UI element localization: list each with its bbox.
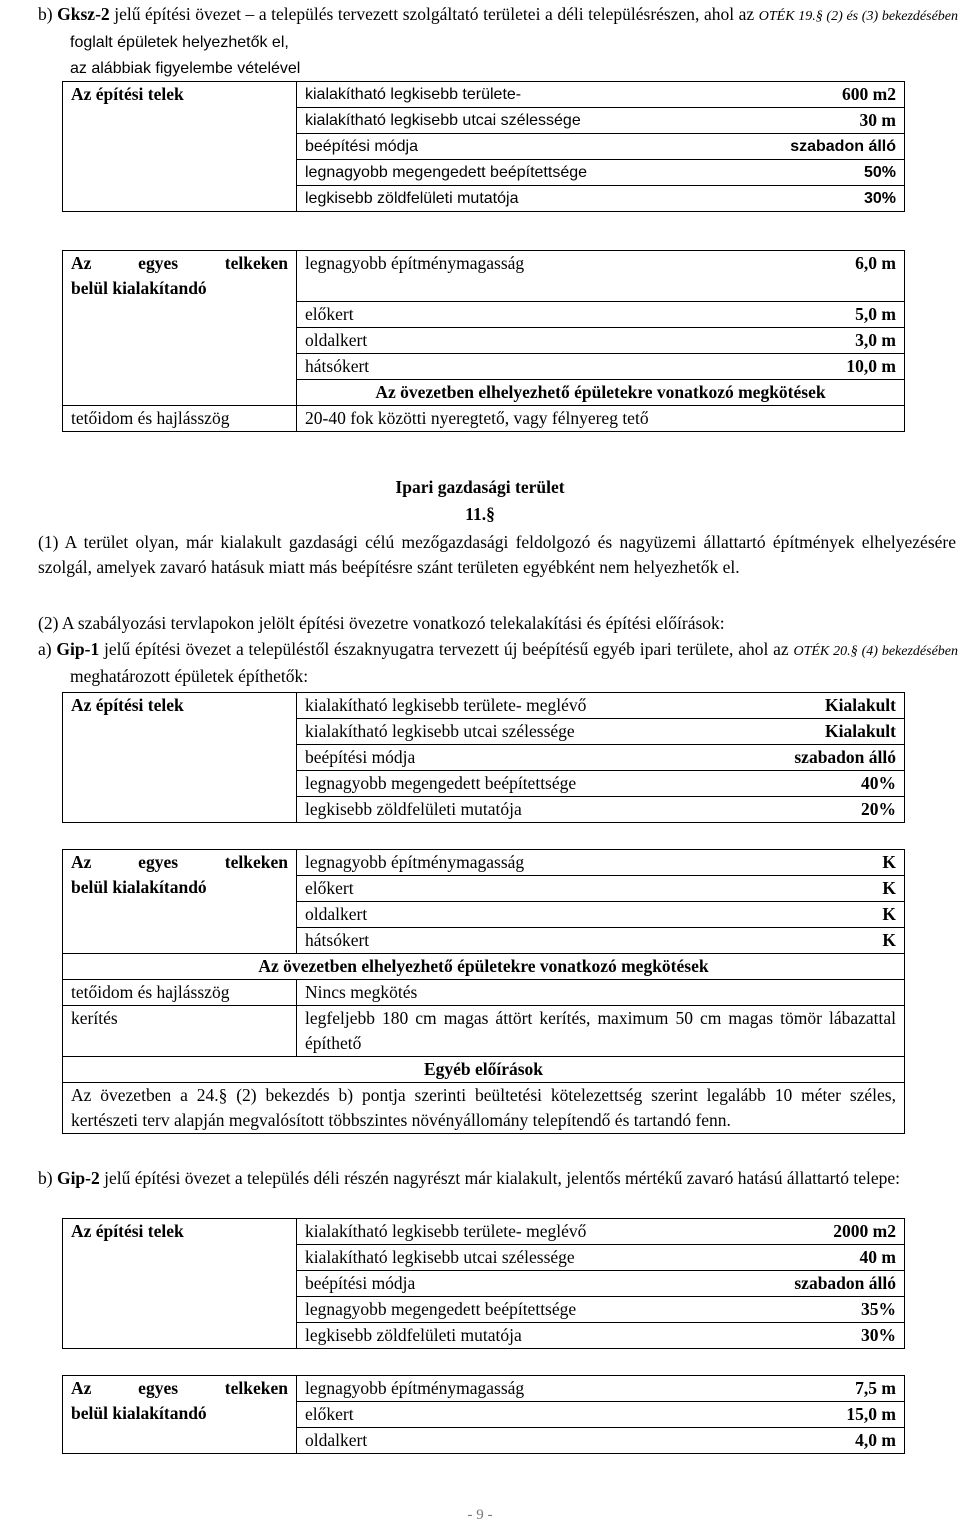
- table-row: [63, 1006, 905, 1057]
- intro-text3: az alábbiak figyelembe vételével: [70, 60, 301, 77]
- item-a-text1: jelű építési övezet a településtől északnyugatra tervezett új beépítésű egyéb ipari területe, ahol az: [99, 639, 794, 659]
- table2-row0-value: 6,0 m: [733, 251, 905, 302]
- table2-label: [63, 251, 297, 406]
- table4-label: [63, 850, 297, 954]
- table4-roof-label: tetőidom és hajlásszög: [63, 980, 297, 1006]
- table4-fence-label: kerítés: [63, 1006, 297, 1057]
- intro-text2: foglalt épületek helyezhetők el,: [70, 34, 289, 51]
- table5-row0-label: kialakítható legkisebb területe- meglévő: [297, 1219, 734, 1245]
- table6-row0-value: 7,5 m: [733, 1376, 905, 1402]
- table2-row0-label: legnagyobb építménymagasság: [297, 251, 734, 302]
- table3-label: Az építési telek: [63, 693, 297, 823]
- table1-row1-label: kialakítható legkisebb utcai szélessége: [297, 108, 734, 134]
- table4-row1-label: előkert: [297, 876, 734, 902]
- table1-row0-value: 600 m2: [733, 82, 905, 108]
- table1-row2-label: beépítési módja: [297, 134, 734, 160]
- table4-other-title: Egyéb előírások: [63, 1057, 905, 1083]
- table3: [62, 692, 905, 823]
- table5-row3-value: 35%: [733, 1297, 905, 1323]
- table5-row1-value: 40 m: [733, 1245, 905, 1271]
- table4-row2-label: oldalkert: [297, 902, 734, 928]
- section-number: 11.§: [465, 504, 495, 524]
- table4-row0-value: K: [733, 850, 905, 876]
- table4-other-text: Az övezetben a 24.§ (2) bekezdés b) pontja szerinti beültetési kötelezettség szerint legalább 10 méter széles, kertészeti terv alapján megvalósított többszintes növényállomány telepítendő és tartandó fenn.: [63, 1083, 905, 1134]
- table-row: [63, 850, 905, 876]
- table1-row3-value: 50%: [733, 160, 905, 186]
- table2-row1-value: 5,0 m: [733, 302, 905, 328]
- item-a-text2: meghatározott épületek építhetők:: [70, 666, 309, 686]
- table6-label1: Az egyes telkeken: [71, 1378, 288, 1398]
- table-row: [63, 980, 905, 1006]
- item-a: [38, 637, 958, 689]
- table-row: [63, 251, 905, 302]
- table5-row0-value: 2000 m2: [733, 1219, 905, 1245]
- table6-row0-label: legnagyobb építménymagasság: [297, 1376, 734, 1402]
- table4-row3-value: K: [733, 928, 905, 954]
- item-b-text: jelű építési övezet a település déli részén nagyrészt már kialakult, jelentős mértékű zavaró hatású állattartó telepe:: [99, 1168, 901, 1188]
- table6-row1-label: előkert: [297, 1402, 734, 1428]
- table4-label2: belül kialakítandó: [71, 877, 207, 897]
- section-title: Ipari gazdasági terület: [395, 477, 565, 497]
- table-row: [63, 954, 905, 980]
- table5-row1-label: kialakítható legkisebb utcai szélessége: [297, 1245, 734, 1271]
- table2-row3-value: 10,0 m: [733, 354, 905, 380]
- table1-row4-value: 30%: [733, 186, 905, 212]
- table2-row2-value: 3,0 m: [733, 328, 905, 354]
- table3-row0-value: Kialakult: [733, 693, 905, 719]
- item-b: [38, 1166, 958, 1191]
- intro-marker: b): [38, 4, 53, 24]
- item-b-marker: b): [38, 1168, 53, 1188]
- section-p2: (2) A szabályozási tervlapokon jelölt építési övezetre vonatkozó telekalakítási és építési előírások:: [38, 613, 725, 633]
- table5: [62, 1218, 905, 1349]
- table3-row2-value: szabadon álló: [733, 745, 905, 771]
- table-row: [63, 1376, 905, 1402]
- table6-label2: belül kialakítandó: [71, 1403, 207, 1423]
- table4-label1: Az egyes telkeken: [71, 852, 288, 872]
- table3-row0-label: kialakítható legkisebb területe- meglévő: [297, 693, 734, 719]
- table-row: [63, 406, 905, 432]
- item-b-zone: Gip-2: [56, 1168, 100, 1188]
- table4-row2-value: K: [733, 902, 905, 928]
- table1: [62, 81, 905, 212]
- table-row: [63, 1219, 905, 1245]
- table4-fence-value: legfeljebb 180 cm magas áttört kerítés, maximum 50 cm magas tömör lábazattal építhető: [297, 1006, 905, 1057]
- table1-row2-value: szabadon álló: [733, 134, 905, 160]
- table6-row2-label: oldalkert: [297, 1428, 734, 1454]
- table5-row2-value: szabadon álló: [733, 1271, 905, 1297]
- table6-row2-value: 4,0 m: [733, 1428, 905, 1454]
- item-a-ref: OTÉK 20.§ (4) bekezdésében: [793, 644, 959, 659]
- intro-zone: Gksz-2: [57, 4, 110, 24]
- table3-row1-value: Kialakult: [733, 719, 905, 745]
- table5-row2-label: beépítési módja: [297, 1271, 734, 1297]
- item-a-zone: Gip-1: [56, 639, 100, 659]
- section-p1: (1) A terület olyan, már kialakult gazdasági célú mezőgazdasági feldolgozó és nagyüzemi állattartó építmények elhelyezésére szolgál, amelyek zavaró hatásuk miatt más beépítésre szánt területen egyébként nem helyezhetők el.: [38, 532, 956, 577]
- table3-row3-label: legnagyobb megengedett beépítettsége: [297, 771, 734, 797]
- table4-row3-label: hátsókert: [297, 928, 734, 954]
- table2-roof-label: tetőidom és hajlásszög: [63, 406, 297, 432]
- table1-label: Az építési telek: [63, 82, 297, 212]
- table2-label2: belül kialakítandó: [71, 278, 207, 298]
- page-number: - 9 -: [467, 1507, 493, 1523]
- table6: [62, 1375, 905, 1454]
- table1-row1-value: 30 m: [733, 108, 905, 134]
- table4-row1-value: K: [733, 876, 905, 902]
- table2-constraints-title: Az övezetben elhelyezhető épületekre vonatkozó megkötések: [297, 380, 905, 406]
- table5-row3-label: legnagyobb megengedett beépítettsége: [297, 1297, 734, 1323]
- table6-label: [63, 1376, 297, 1454]
- table-row: [63, 82, 905, 108]
- table4: [62, 849, 905, 1134]
- table4-row0-label: legnagyobb építménymagasság: [297, 850, 734, 876]
- table2: [62, 250, 905, 432]
- table5-row4-value: 30%: [733, 1323, 905, 1349]
- table2-label1: Az egyes telkeken: [71, 253, 288, 273]
- intro-text1: jelű építési övezet – a település tervezett szolgáltató területei a déli településrészen, ahol az: [109, 4, 759, 24]
- table6-row1-value: 15,0 m: [733, 1402, 905, 1428]
- table4-constraints-title: Az övezetben elhelyezhető épületekre vonatkozó megkötések: [63, 954, 905, 980]
- item-a-marker: a): [38, 639, 52, 659]
- table3-row2-label: beépítési módja: [297, 745, 734, 771]
- table3-row1-label: kialakítható legkisebb utcai szélessége: [297, 719, 734, 745]
- table5-row4-label: legkisebb zöldfelületi mutatója: [297, 1323, 734, 1349]
- table1-row3-label: legnagyobb megengedett beépítettsége: [297, 160, 734, 186]
- table2-row3-label: hátsókert: [297, 354, 734, 380]
- intro-otek-ref: OTÉK 19.§ (2) és (3) bekezdésében: [758, 9, 958, 24]
- table-row: [63, 1083, 905, 1134]
- table-row: [63, 1057, 905, 1083]
- table2-row1-label: előkert: [297, 302, 734, 328]
- table3-row4-value: 20%: [733, 797, 905, 823]
- table1-row0-label: kialakítható legkisebb területe-: [297, 82, 734, 108]
- table3-row4-label: legkisebb zöldfelületi mutatója: [297, 797, 734, 823]
- table2-roof-value: 20-40 fok közötti nyeregtető, vagy félnyereg tető: [297, 406, 905, 432]
- table3-row3-value: 40%: [733, 771, 905, 797]
- table1-row4-label: legkisebb zöldfelületi mutatója: [297, 186, 734, 212]
- table2-row2-label: oldalkert: [297, 328, 734, 354]
- table-row: [63, 693, 905, 719]
- table5-label: Az építési telek: [63, 1219, 297, 1349]
- intro-item: [38, 2, 958, 81]
- table4-roof-value: Nincs megkötés: [297, 980, 905, 1006]
